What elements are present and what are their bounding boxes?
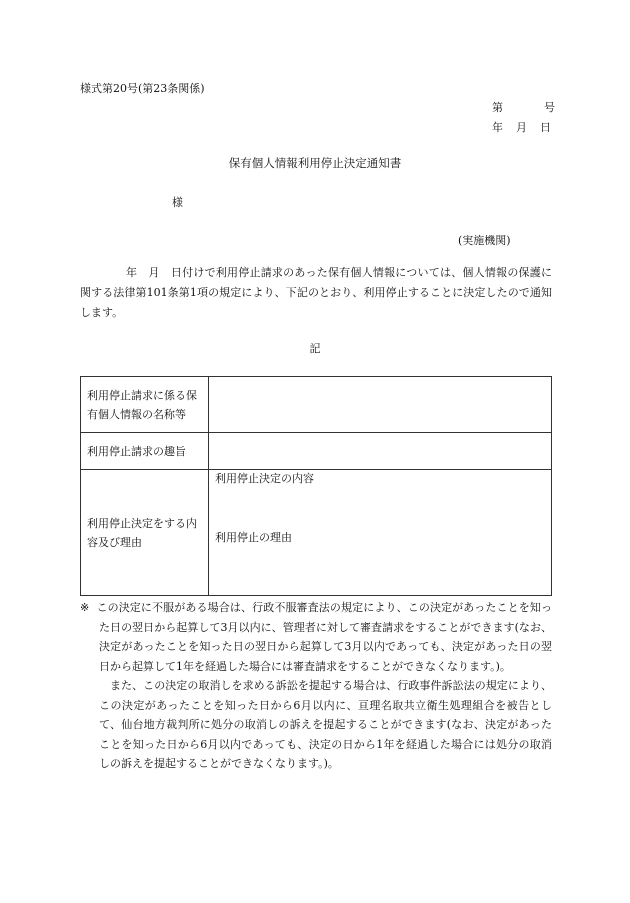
number-suffix: 号 (544, 101, 555, 114)
row3-reason-label: 利用停止の理由 (215, 531, 292, 544)
form-number: 様式第20号(第23条関係) (80, 82, 205, 95)
document-number-line (492, 99, 555, 115)
row3-value (209, 470, 552, 596)
row2-label: 利用停止請求の趣旨 (81, 433, 209, 470)
addressee-suffix: 様 (172, 196, 183, 209)
date-line (492, 119, 551, 135)
note-paragraph-2: また、この決定の取消しを求める訴訟を提起する場合は、行政事件訴訟法の規定により、この決定があったことを知った日から6月以内に、亘理名取共立衛生処理組合を被告として、仙台地方裁判所に処分の取消しの訴えを提起することができます(なお、決定があったことを知った日から6月以内であっても、決定の日から1年を経過した場合には処分の取消しの訴えを提起することができなくなります。)。 (99, 679, 552, 770)
date-day: 日 (540, 121, 551, 134)
note-paragraph-1 (80, 598, 552, 676)
table-row (81, 377, 552, 433)
row1-label: 利用停止請求に係る保有個人情報の名称等 (81, 377, 209, 433)
issuer-label: (実施機関) (458, 234, 511, 247)
row1-value (209, 377, 552, 433)
row3-content-label: 利用停止決定の内容 (215, 472, 314, 485)
body-text: 年 月 日付けで利用停止請求のあった保有個人情報については、個人情報の保護に関する法律第101条第1項の規定により、下記のとおり、利用停止することに決定したので通知します。 (80, 266, 552, 319)
ki-label: 記 (309, 342, 321, 355)
table-row (81, 470, 552, 596)
row2-value (209, 433, 552, 470)
date-year: 年 (492, 121, 503, 134)
notes (80, 598, 552, 774)
note-mark: ※ (80, 601, 90, 614)
note-text-1: この決定に不服がある場合は、行政不服審査法の規定により、この決定があったことを知った日の翌日から起算して3月以内に、管理者に対して審査請求をすることができます(なお、決定があったことを知った日の翌日から起算して3月以内であっても、決定があった日の翌日から起算して1年を経過した場合には審査請求をすることができなくなります。)。 (96, 601, 553, 673)
number-prefix: 第 (492, 101, 503, 114)
decision-table (80, 376, 552, 596)
table-row (81, 433, 552, 470)
row3-label: 利用停止決定をする内容及び理由 (81, 470, 209, 596)
page-title: 保有個人情報利用停止決定通知書 (228, 156, 402, 170)
date-month: 月 (516, 121, 527, 134)
